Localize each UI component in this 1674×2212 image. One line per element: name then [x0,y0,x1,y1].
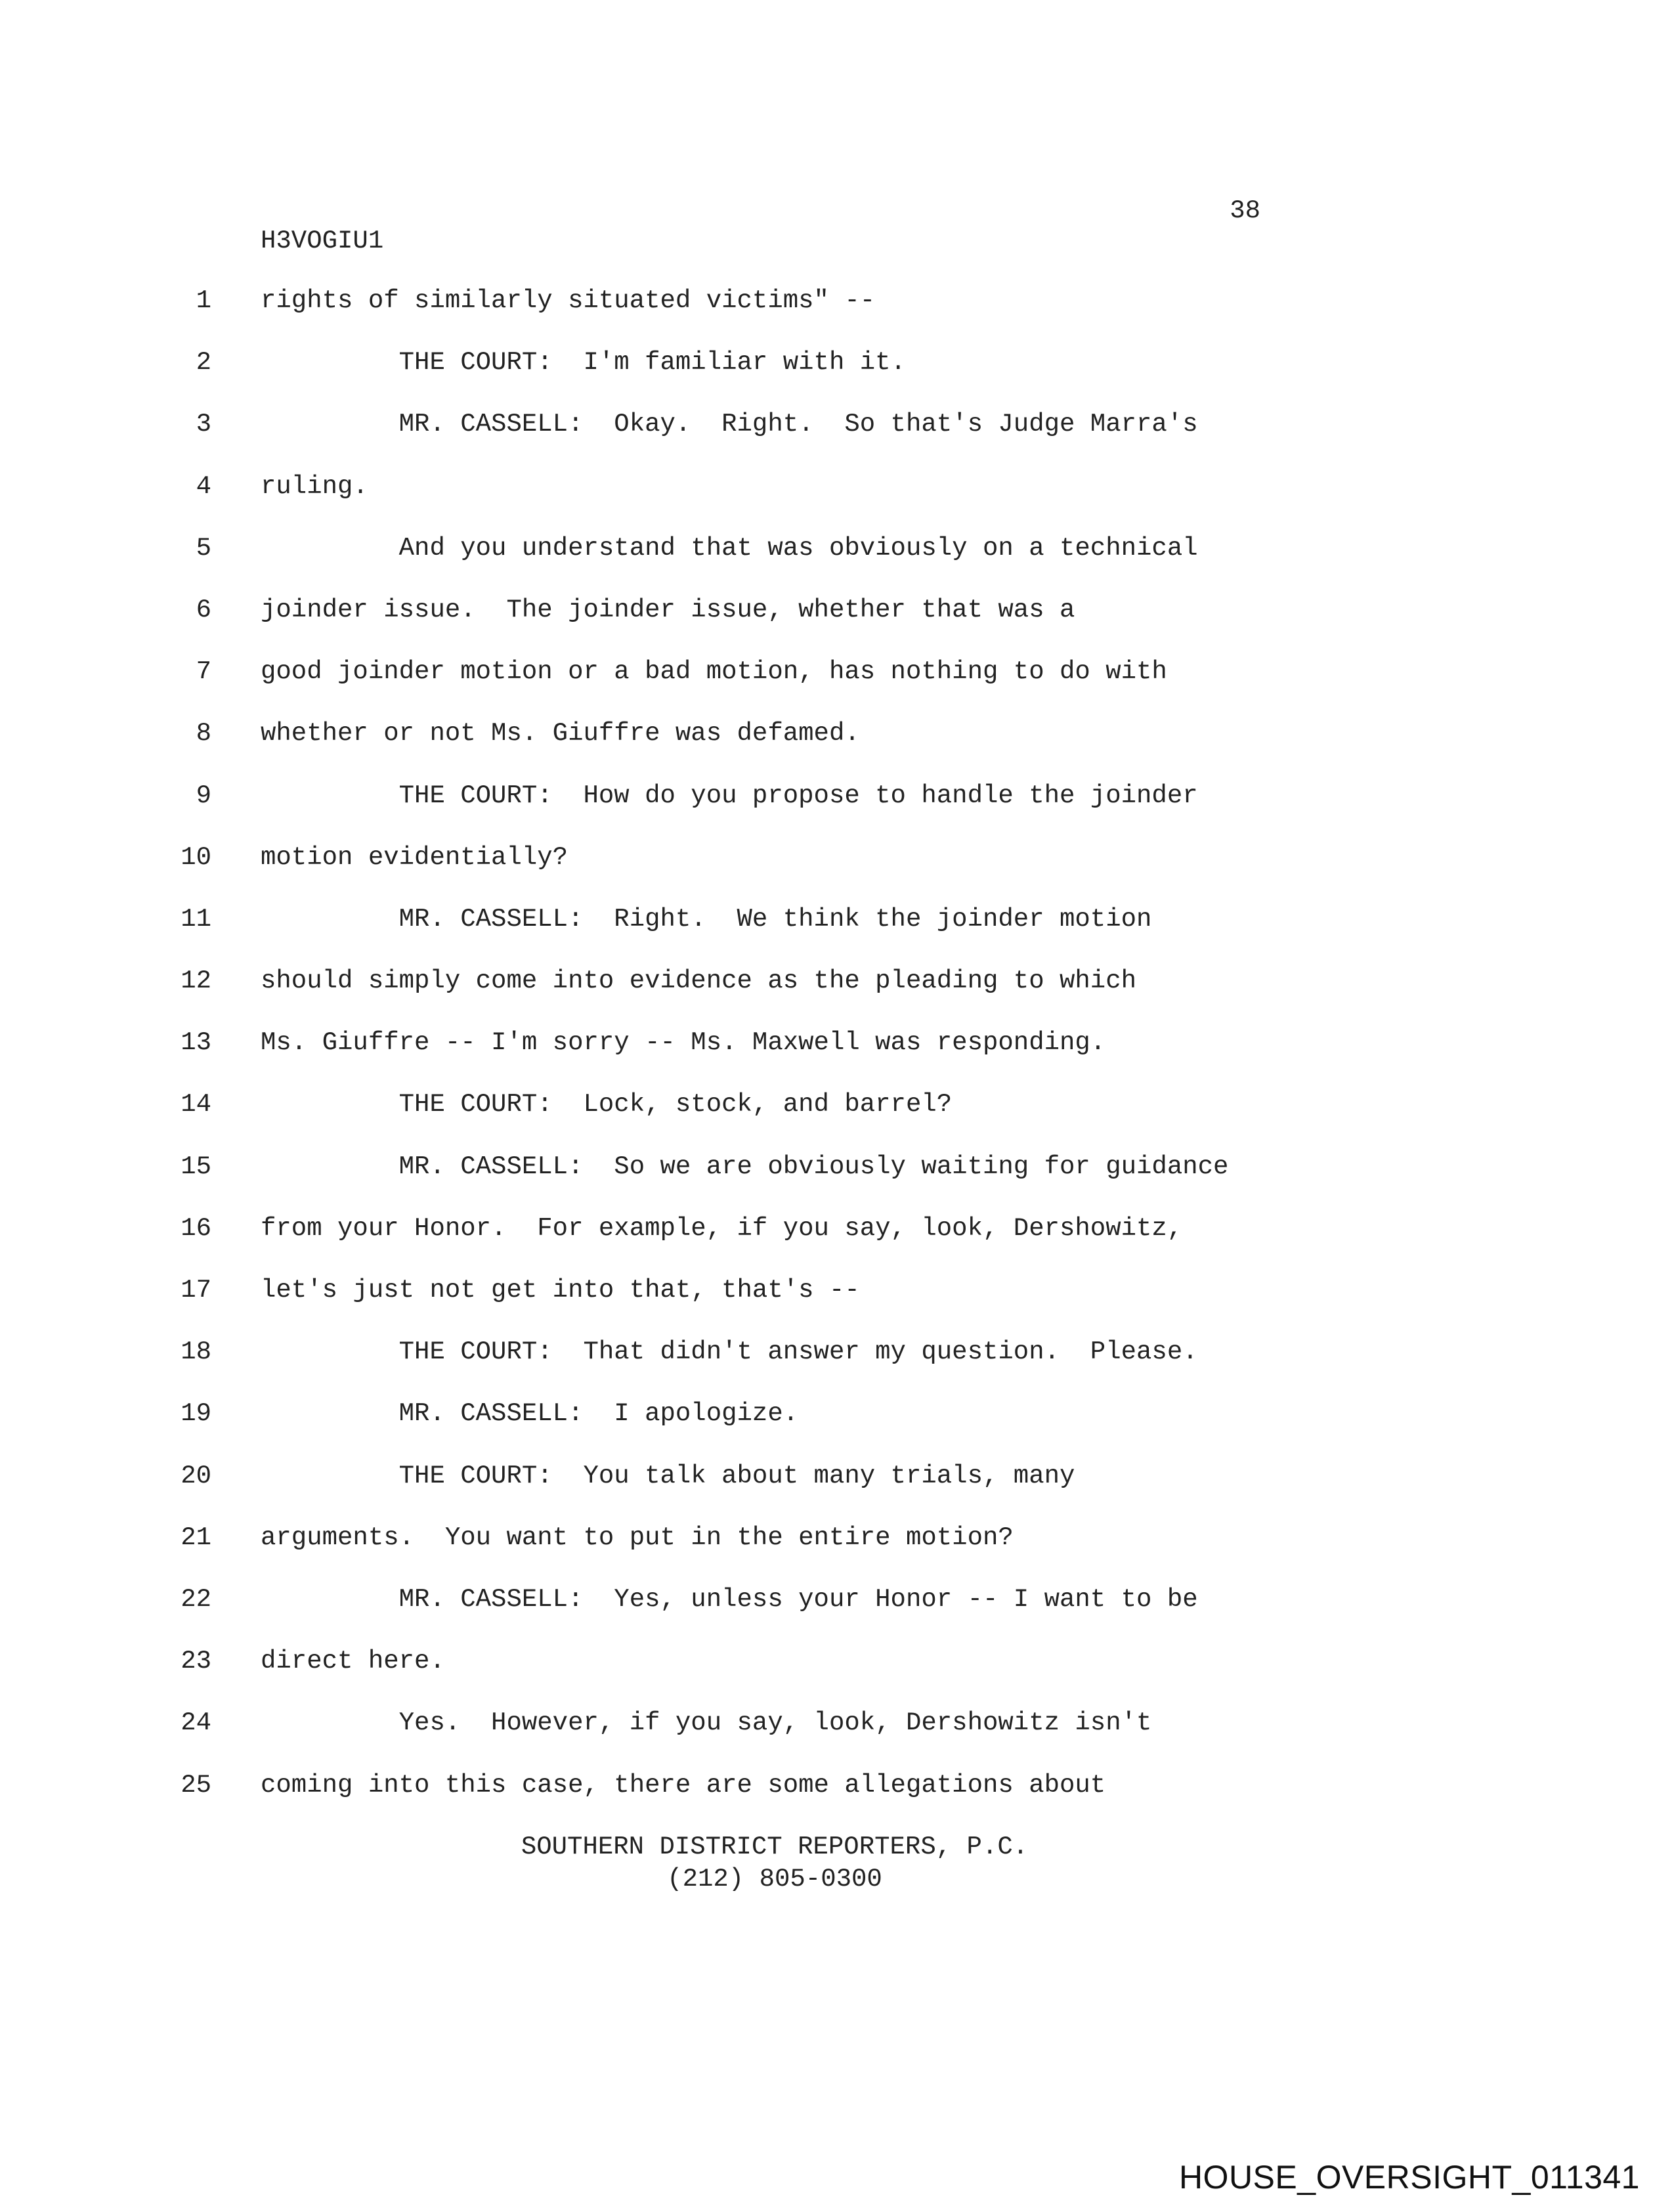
line-number: 23 [181,1647,211,1676]
line-text: coming into this case, there are some allegations about [261,1770,1106,1800]
line-number: 8 [196,719,211,748]
reporter-name: SOUTHERN DISTRICT REPORTERS, P.C. [521,1832,1029,1861]
transcript-line [0,1706,1674,1768]
transcript-line [0,1583,1674,1645]
page-number: 38 [1230,196,1260,225]
line-number: 19 [181,1399,211,1429]
transcript-line [0,1645,1674,1706]
transcript-line [0,655,1674,717]
line-number: 9 [196,781,211,810]
line-text: whether or not Ms. Giuffre was defamed. [261,719,860,748]
transcript-body [0,284,1674,1831]
transcript-line [0,346,1674,408]
line-text: from your Honor. For example, if you say, look, Dershowitz, [261,1213,1183,1243]
transcript-line [0,594,1674,655]
line-number: 15 [181,1152,211,1181]
line-text: Yes. However, if you say, look, Dershowitz isn't [261,1708,1152,1738]
transcript-line [0,1397,1674,1459]
line-number: 18 [181,1337,211,1367]
line-number: 3 [196,410,211,439]
transcript-line [0,1212,1674,1274]
transcript-line [0,1150,1674,1212]
line-number: 11 [181,904,211,934]
line-text: ruling. [261,471,368,501]
line-text: arguments. You want to put in the entire motion? [261,1523,1014,1552]
line-text: Ms. Giuffre -- I'm sorry -- Ms. Maxwell was responding. [261,1028,1106,1058]
transcript-line [0,284,1674,346]
line-number: 24 [181,1708,211,1738]
line-number: 13 [181,1028,211,1058]
line-text: rights of similarly situated victims" -- [261,286,876,315]
line-text: THE COURT: I'm familiar with it. [261,348,906,378]
line-text: good joinder motion or a bad motion, has nothing to do with [261,657,1167,687]
transcript-line [0,1335,1674,1397]
transcript-line [0,470,1674,532]
transcript-line [0,717,1674,779]
line-number: 7 [196,657,211,687]
case-code: H3VOGIU1 [261,227,384,255]
line-number: 20 [181,1461,211,1490]
transcript-line [0,1274,1674,1335]
line-number: 17 [181,1276,211,1305]
line-text: THE COURT: You talk about many trials, many [261,1461,1075,1490]
line-text: MR. CASSELL: So we are obviously waiting for guidance [261,1152,1229,1181]
transcript-line [0,965,1674,1026]
bates-number: HOUSE_OVERSIGHT_011341 [1178,2159,1640,2196]
transcript-line [0,1088,1674,1150]
transcript-line [0,903,1674,965]
reporter-phone: (212) 805-0300 [667,1865,882,1894]
line-number: 6 [196,595,211,624]
line-text: direct here. [261,1647,445,1676]
line-number: 22 [181,1584,211,1614]
line-text: let's just not get into that, that's -- [261,1276,860,1305]
line-number: 12 [181,966,211,996]
transcript-line [0,1026,1674,1088]
transcript-line [0,841,1674,903]
line-text: MR. CASSELL: Okay. Right. So that's Judge Marra's [261,410,1198,439]
transcript-line [0,1521,1674,1583]
line-text: And you understand that was obviously on a technical [261,533,1198,563]
line-text: MR. CASSELL: I apologize. [261,1399,799,1429]
line-number: 5 [196,533,211,563]
line-number: 21 [181,1523,211,1552]
transcript-line [0,779,1674,841]
line-text: THE COURT: Lock, stock, and barrel? [261,1090,953,1119]
line-number: 14 [181,1090,211,1119]
transcript-line [0,1460,1674,1521]
transcript-line [0,532,1674,594]
line-number: 25 [181,1770,211,1800]
line-text: MR. CASSELL: Yes, unless your Honor -- I want to be [261,1584,1198,1614]
transcript-line [0,1769,1674,1831]
line-number: 2 [196,348,211,378]
transcript-line [0,408,1674,469]
line-number: 16 [181,1213,211,1243]
line-number: 4 [196,471,211,501]
line-text: THE COURT: How do you propose to handle the joinder [261,781,1198,810]
line-text: MR. CASSELL: Right. We think the joinder motion [261,904,1152,934]
line-number: 10 [181,842,211,872]
line-text: joinder issue. The joinder issue, whether that was a [261,595,1075,624]
line-text: THE COURT: That didn't answer my question. Please. [261,1337,1198,1367]
line-text: motion evidentially? [261,842,569,872]
line-number: 1 [196,286,211,315]
line-text: should simply come into evidence as the pleading to which [261,966,1137,996]
